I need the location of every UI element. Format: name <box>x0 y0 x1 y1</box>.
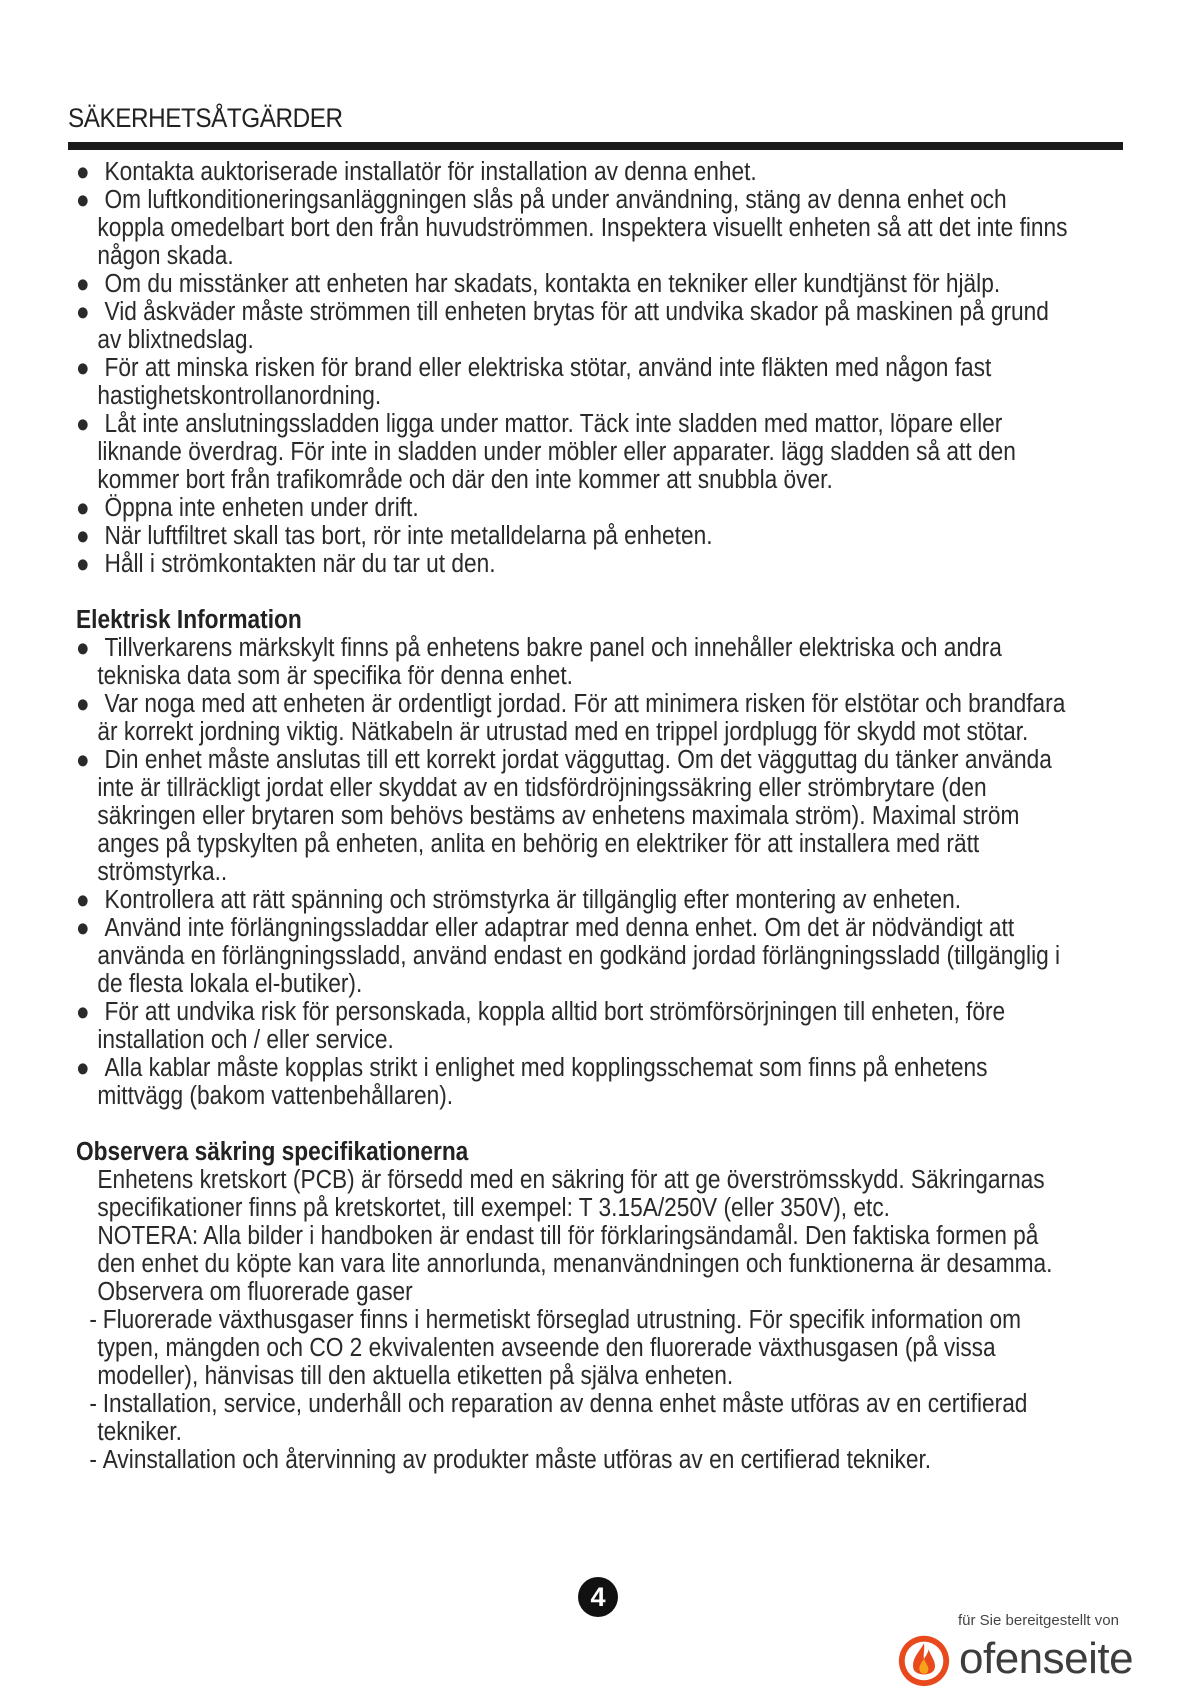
brand-name: ofenseite <box>959 1634 1134 1683</box>
list-item <box>76 270 1073 298</box>
list-item <box>76 1446 1073 1474</box>
list-item-text: Om du misstänker att enheten har skadats, kontakta en tekniker eller kundtjänst för hjälp. <box>104 270 1001 298</box>
list-item-text: Avinstallation och återvinning av produkter måste utföras av en certifierad tekniker. <box>102 1446 932 1474</box>
list-item-text: Installation, service, underhåll och reparation av denna enhet måste utföras av en certifierad tekniker. <box>97 1390 1028 1446</box>
list-item <box>76 886 1073 914</box>
bullet-icon: ● <box>76 522 90 550</box>
fluorinated-gas-subheading: Observera om fluorerade gaser <box>97 1278 413 1306</box>
page-title: SÄKERHETSÅTGÄRDER <box>68 103 343 133</box>
page-number: 4 <box>578 1577 618 1617</box>
bullet-icon: ● <box>76 1054 90 1082</box>
bullet-icon: ● <box>76 410 90 438</box>
list-item-text: När luftfiltret skall tas bort, rör inte metalldelarna på enheten. <box>104 522 713 550</box>
list-item-text: Kontakta auktoriserade installatör för installation av denna enhet. <box>104 158 757 186</box>
credit-text: für Sie bereitgestellt von <box>958 1612 1119 1629</box>
bullet-icon: ● <box>76 886 90 914</box>
bullet-icon: ● <box>76 354 90 382</box>
list-item-text: Vid åskväder måste strömmen till enheten brytas för att undvika skador på maskinen på grund av blixtnedslag. <box>97 298 1049 354</box>
safety-bullet-list <box>76 158 1073 578</box>
list-item-text: Håll i strömkontakten när du tar ut den. <box>104 550 496 578</box>
list-item-text: Använd inte förlängningssladdar eller adaptrar med denna enhet. Om det är nödvändigt att använda en förlängningssladd, använd endast en godkänd jordad förlängningssladd (tillgänglig i de flesta lokala el-butiker). <box>97 914 1061 998</box>
list-item <box>76 186 1073 270</box>
note-paragraph: NOTERA: Alla bilder i handboken är endast till för förklaringsändamål. Den faktiska formen på den enhet du köpte kan vara lite annorlunda, menanvändningen och funktionerna är desamma. <box>97 1222 1053 1278</box>
list-item <box>76 550 1073 578</box>
dash-icon: - <box>89 1390 97 1418</box>
list-item <box>76 1306 1073 1390</box>
list-item-text: Tillverkarens märkskylt finns på enhetens bakre panel och innehåller elektriska och andra tekniska data som är specifika för denna enhet. <box>97 634 1002 690</box>
electrical-heading: Elektrisk Information <box>76 606 302 634</box>
list-item <box>76 690 1073 746</box>
list-item-text: Om luftkonditioneringsanläggningen slås på under användning, stäng av denna enhet och koppla omedelbart bort den från huvudströmmen. Inspektera visuellt enheten så att det inte finns någon skada. <box>97 186 1068 270</box>
bullet-icon: ● <box>76 690 90 718</box>
list-item-text: Låt inte anslutningssladden ligga under mattor. Täck inte sladden med mattor, löpare eller liknande överdrag. För inte in sladden under möbler eller apparater. lägg sladden så att den kommer bort från trafikområde och där den inte kommer att snubbla över. <box>97 410 1016 494</box>
list-item <box>76 410 1073 494</box>
list-item <box>76 1390 1073 1446</box>
list-item <box>76 522 1073 550</box>
dash-icon: - <box>89 1306 97 1334</box>
fuse-paragraph: Enhetens kretskort (PCB) är försedd med en säkring för att ge överströmsskydd. Säkringarnas specifikationer finns på kretskortet, till exempel: T 3.15A/250V (eller 350V), etc. <box>97 1166 1045 1222</box>
list-item <box>76 158 1073 186</box>
bullet-icon: ● <box>76 914 90 942</box>
bullet-icon: ● <box>76 298 90 326</box>
list-item <box>76 298 1073 354</box>
document-body <box>76 158 1073 1474</box>
list-item <box>76 746 1073 886</box>
electrical-bullet-list <box>76 634 1073 1110</box>
list-item-text: För att minska risken för brand eller elektriska stötar, använd inte fläkten med någon fast hastighetskontrollanordning. <box>97 354 992 410</box>
bullet-icon: ● <box>76 186 90 214</box>
list-item <box>76 634 1073 690</box>
brand-logo <box>895 1628 1133 1690</box>
bullet-icon: ● <box>76 550 90 578</box>
bullet-icon: ● <box>76 158 90 186</box>
fluorinated-gas-list <box>76 1306 1073 1474</box>
bullet-icon: ● <box>76 270 90 298</box>
dash-icon: - <box>89 1446 97 1474</box>
bullet-icon: ● <box>76 998 90 1026</box>
list-item-text: Var noga med att enheten är ordentligt jordad. För att minimera risken för elstötar och brandfara är korrekt jordning viktig. Nätkabeln är utrustad med en trippel jordplugg för skydd mot stötar. <box>97 690 1066 746</box>
list-item-text: Kontrollera att rätt spänning och strömstyrka är tillgänglig efter montering av enheten. <box>104 886 962 914</box>
list-item <box>76 494 1073 522</box>
list-item-text: Fluorerade växthusgaser finns i hermetiskt förseglad utrustning. För specifik information om typen, mängden och CO 2 ekvivalenten avseende den fluorerade växthusgasen (på vissa modeller), hänvisas till den aktuella etiketten på själva enheten. <box>97 1306 1021 1390</box>
bullet-icon: ● <box>76 494 90 522</box>
list-item-text: För att undvika risk för personskada, koppla alltid bort strömförsörjningen till enheten, före installation och / eller service. <box>97 998 1006 1054</box>
list-item <box>76 354 1073 410</box>
title-divider <box>68 142 1123 150</box>
list-item <box>76 1054 1073 1110</box>
list-item-text: Öppna inte enheten under drift. <box>104 494 419 522</box>
list-item-text: Din enhet måste anslutas till ett korrekt jordat vägguttag. Om det vägguttag du tänker använda inte är tillräckligt jordat eller skyddat av en tidsfördröjningssäkring eller strömbrytare (den säkringen eller brytaren som behövs bestäms av enhetens maximala ström). Maximal ström anges på typskylten på enheten, anlita en behörig en elektriker för att installera med rätt strömstyrka.. <box>97 746 1052 886</box>
list-item <box>76 914 1073 998</box>
bullet-icon: ● <box>76 634 90 662</box>
list-item <box>76 998 1073 1054</box>
list-item-text: Alla kablar måste kopplas strikt i enlighet med kopplingsschemat som finns på enhetens mittvägg (bakom vattenbehållaren). <box>97 1054 988 1110</box>
fuse-heading: Observera säkring specifikationerna <box>76 1138 469 1166</box>
flame-logo-icon <box>895 1630 953 1688</box>
bullet-icon: ● <box>76 746 90 774</box>
